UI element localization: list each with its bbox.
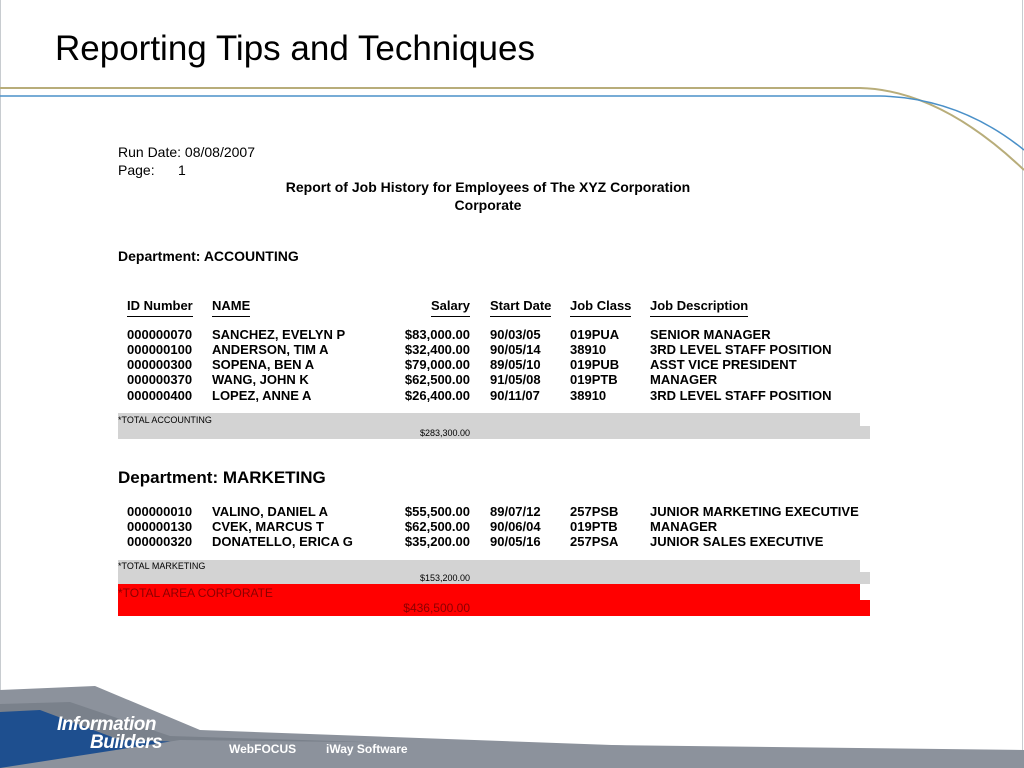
- cell-start-date: 90/05/14: [490, 342, 541, 357]
- product-iway-software: iWay Software: [326, 742, 408, 756]
- subtotal-band-marketing-value: [118, 572, 870, 584]
- column-header-name: NAME: [212, 298, 250, 317]
- column-header-salary: Salary: [431, 298, 470, 317]
- page-indicator: [118, 162, 186, 178]
- cell-id: 000000100: [127, 342, 193, 357]
- subtotal-label-accounting: *TOTAL ACCOUNTING: [118, 415, 212, 425]
- cell-name: CVEK, MARCUS T: [212, 519, 324, 534]
- subtotal-value-accounting: $283,300.00: [419, 428, 470, 438]
- cell-salary: $62,500.00: [404, 372, 470, 387]
- cell-start-date: 89/05/10: [490, 357, 541, 372]
- cell-salary: $62,500.00: [404, 519, 470, 534]
- run-date: Run Date: 08/08/2007: [118, 144, 255, 160]
- cell-job-class: 38910: [570, 342, 607, 357]
- page-number: 1: [178, 162, 186, 178]
- column-header-job-description: Job Description: [650, 298, 748, 317]
- product-webfocus: WebFOCUS: [229, 742, 297, 756]
- cell-name: WANG, JOHN K: [212, 372, 309, 387]
- cell-salary: $83,000.00: [404, 327, 470, 342]
- table-row: [118, 534, 878, 549]
- cell-job-description: SENIOR MANAGER: [650, 327, 771, 342]
- cell-start-date: 90/03/05: [490, 327, 541, 342]
- cell-job-class: 019PTB: [570, 519, 618, 534]
- cell-job-description: JUNIOR MARKETING EXECUTIVE: [650, 504, 859, 519]
- cell-job-class: 257PSA: [570, 534, 619, 549]
- cell-id: 000000010: [127, 504, 193, 519]
- table-row: [118, 504, 878, 519]
- page-label: Page:: [118, 162, 155, 178]
- cell-id: 000000320: [127, 534, 193, 549]
- subtotal-band-marketing: [118, 560, 860, 572]
- subtotal-value-marketing: $153,200.00: [419, 573, 470, 583]
- cell-id: 000000300: [127, 357, 193, 372]
- department-heading-accounting: Department: ACCOUNTING: [118, 248, 299, 264]
- cell-start-date: 89/07/12: [490, 504, 541, 519]
- cell-salary: $26,400.00: [404, 388, 470, 403]
- cell-name: LOPEZ, ANNE A: [212, 388, 312, 403]
- cell-name: ANDERSON, TIM A: [212, 342, 329, 357]
- report-title: Report of Job History for Employees of The XYZ Corporation: [285, 179, 691, 195]
- cell-job-class: 019PUA: [570, 327, 620, 342]
- cell-job-class: 019PUB: [570, 357, 620, 372]
- cell-job-description: MANAGER: [650, 372, 718, 387]
- column-header-job-class: Job Class: [570, 298, 631, 317]
- cell-job-description: JUNIOR SALES EXECUTIVE: [650, 534, 824, 549]
- cell-id: 000000370: [127, 372, 193, 387]
- cell-name: DONATELLO, ERICA G: [212, 534, 353, 549]
- table-row: [118, 372, 878, 387]
- cell-id: 000000070: [127, 327, 193, 342]
- table-row: [118, 327, 878, 342]
- cell-id: 000000400: [127, 388, 193, 403]
- logo-line-1: Information: [57, 714, 156, 735]
- cell-salary: $35,200.00: [404, 534, 470, 549]
- cell-start-date: 90/05/16: [490, 534, 541, 549]
- cell-job-description: MANAGER: [650, 519, 718, 534]
- cell-salary: $32,400.00: [404, 342, 470, 357]
- cell-start-date: 90/06/04: [490, 519, 541, 534]
- grand-total-label: *TOTAL AREA CORPORATE: [118, 586, 273, 600]
- grand-total-value: $436,500.00: [403, 601, 470, 615]
- table-row: [118, 342, 878, 357]
- table-row: [118, 357, 878, 372]
- cell-job-description: 3RD LEVEL STAFF POSITION: [650, 342, 832, 357]
- cell-name: SANCHEZ, EVELYN P: [212, 327, 346, 342]
- cell-job-class: 019PTB: [570, 372, 618, 387]
- cell-job-class: 257PSB: [570, 504, 619, 519]
- table-row: [118, 388, 878, 403]
- cell-salary: $79,000.00: [404, 357, 470, 372]
- column-header-id: ID Number: [127, 298, 193, 317]
- logo-line-2: Builders: [90, 732, 163, 753]
- cell-salary: $55,500.00: [404, 504, 470, 519]
- company-logo: [57, 716, 162, 752]
- subtotal-band-accounting-value: [118, 426, 870, 439]
- cell-start-date: 91/05/08: [490, 372, 541, 387]
- report-subtitle: Corporate: [454, 197, 522, 213]
- cell-id: 000000130: [127, 519, 193, 534]
- cell-start-date: 90/11/07: [490, 388, 540, 403]
- cell-job-description: 3RD LEVEL STAFF POSITION: [650, 388, 832, 403]
- slide-title: Reporting Tips and Techniques: [55, 29, 535, 68]
- cell-name: SOPENA, BEN A: [212, 357, 315, 372]
- cell-name: VALINO, DANIEL A: [212, 504, 329, 519]
- table-row: [118, 519, 878, 534]
- cell-job-class: 38910: [570, 388, 607, 403]
- subtotal-label-marketing: *TOTAL MARKETING: [118, 561, 206, 571]
- table-header: [118, 298, 878, 318]
- subtotal-band-accounting: [118, 413, 860, 426]
- department-heading-marketing: Department: MARKETING: [118, 468, 326, 487]
- cell-job-description: ASST VICE PRESIDENT: [650, 357, 797, 372]
- grand-total-band-value: [118, 600, 870, 616]
- column-header-start-date: Start Date: [490, 298, 551, 317]
